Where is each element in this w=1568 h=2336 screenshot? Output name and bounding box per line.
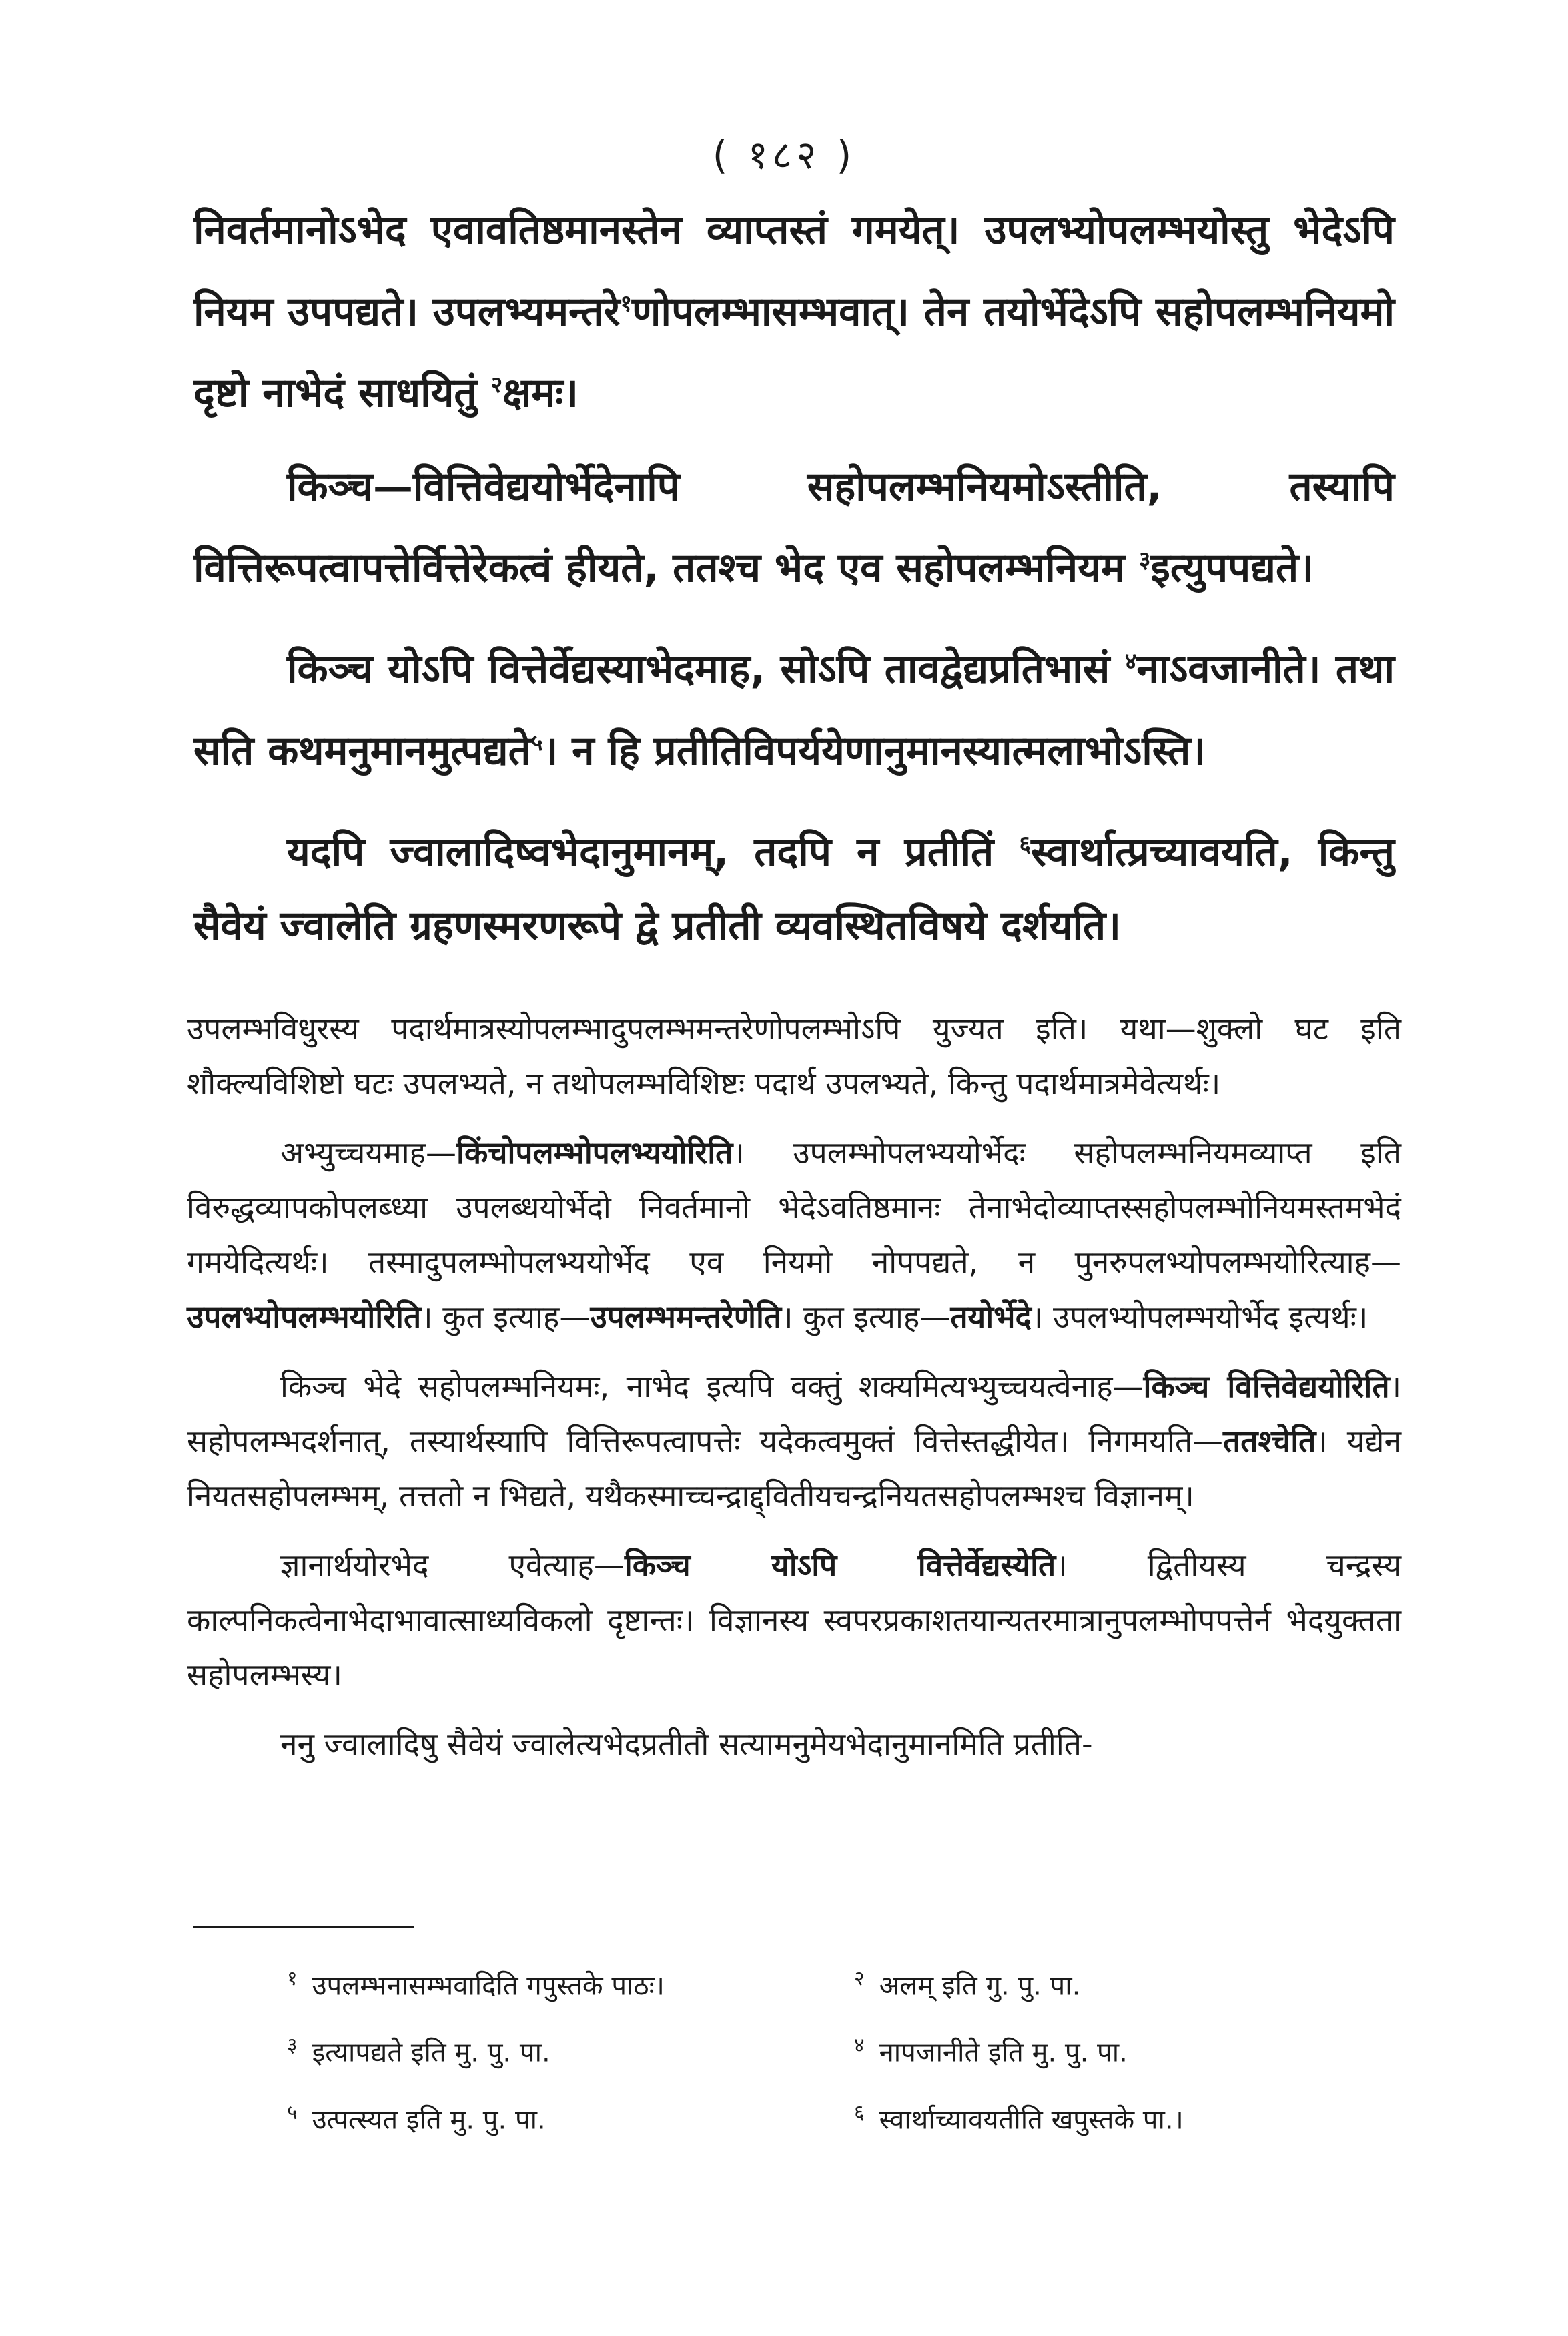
commentary-span: । सहोपलम्भदर्शनात्, तस्यार्थस्यापि वित्तिरूपत्वापत्तेः यदेकत्वमुक्तं वित्तेस्तद्धीयेत। निगमयति— [187, 1368, 1401, 1459]
commentary-paragraph-4 [187, 1538, 1401, 1702]
commentary-span: किञ्च भेदे सहोपलम्भनियमः, नाभेद इत्यपि वक्तुं शक्यमित्यभ्युच्चयत्वेनाह— [280, 1368, 1144, 1404]
footnote-4 [854, 2016, 1421, 2082]
main-text-span: यदपि ज्वालादिष्वभेदानुमानम्, तदपि न प्रतीतिं [287, 829, 994, 876]
main-text-span: किञ्च—वित्तिवेद्ययोर्भेदेनापि सहोपलम्भनियमोऽस्तीति, तस्यापि वित्तिरूपत्वापत्तेर्वित्तेरेकत्वं हीयते, ततश्च भेद एव सहोपलम्भनियम [193, 463, 1395, 591]
commentary-paragraph-3 [187, 1359, 1401, 1523]
footnote-text: उपलम्भनासम्भवादिति गपुस्तके पाठः। [312, 1970, 665, 2002]
footnote-text: उत्पत्स्यत इति मु. पु. पा. [312, 2104, 546, 2135]
commentary-paragraph-1: उपलम्भविधुरस्य पदार्थमात्रस्योपलम्भादुपलम्भमन्तरेणोपलम्भोऽपि युज्यत इति। यथा—शुक्लो घट इति शौक्ल्यविशिष्टो घटः उपलभ्यते, न तथोपलम्भविशिष्टः पदार्थ उपलभ्यते, किन्तु पदार्थमात्रमेवेत्यर्थः। [187, 1010, 1401, 1101]
main-text-span: किञ्च योऽपि वित्तेर्वेद्यस्याभेदमाह, सोऽपि तावद्वेद्यप्रतिभासं [287, 646, 1110, 693]
footnote-5 [287, 2083, 854, 2150]
footnote-number: १ [287, 1967, 298, 1990]
page-number: ( १८२ ) [712, 132, 856, 178]
footnote-text: इत्यापद्यते इति मु. पु. पा. [312, 2037, 550, 2068]
footnote-divider [193, 1926, 414, 1928]
main-text-span: । न हि प्रतीतिविपर्ययेणानुमानस्यात्मलाभोऽस्ति। [542, 727, 1206, 774]
footnote-number: ६ [854, 2100, 865, 2124]
pratika-keyword: तयोर्भेदे [950, 1299, 1032, 1335]
footnote-1 [287, 1949, 854, 2016]
main-text-span: स्वार्थात्प्रच्यावयति, किन्तु सैवेयं ज्वालेति ग्रहणस्मरणरूपे द्वे प्रतीती व्यवस्थितविषये दर्शयति। [193, 829, 1395, 949]
main-text-span: निवर्तमानोऽभेद एवावतिष्ठमानस्तेन व्याप्तस्तं गमयेत्। उपलभ्योपलम्भयोस्तु भेदेऽपि नियम उपपद्यते। उपलभ्यमन्तरे [193, 207, 1395, 335]
footnote-ref: २ [490, 372, 503, 398]
footnote-3 [287, 2016, 854, 2082]
main-paragraph-3 [193, 625, 1395, 788]
main-text-span: क्षमः। [502, 370, 578, 416]
footnote-2 [854, 1949, 1421, 2016]
commentary-span: । द्वितीयस्य चन्द्रस्य काल्पनिकत्वेनाभेदाभावात्साध्यविकलो दृष्टान्तः। विज्ञानस्य स्वपरप्रकाशतयान्यतरमात्रानुपलम्भोपपत्तेर्न भेदयुक्तता सहोपलम्भस्य। [187, 1547, 1401, 1693]
footnote-6 [854, 2083, 1421, 2150]
commentary-span: । यद्येन नियतसहोपलम्भम्, तत्ततो न भिद्यते, यथैकस्माच्चन्द्राद्द्वितीयचन्द्रनियतसहोपलम्भश्च विज्ञानम्। [187, 1423, 1402, 1514]
pratika-keyword: किञ्च योऽपि वित्तेर्वेद्यस्येति [624, 1547, 1056, 1583]
pratika-keyword: उपलभ्योपलम्भयोरिति [187, 1299, 422, 1335]
commentary-span: । कुत इत्याह— [781, 1299, 951, 1335]
main-paragraph-4 [193, 808, 1395, 962]
footnote-row [287, 2016, 1421, 2082]
main-text [193, 194, 1395, 982]
footnote-ref: ६ [1019, 831, 1032, 858]
footnote-text: नापजानीते इति मु. पु. पा. [879, 2037, 1128, 2068]
footnotes [287, 1949, 1421, 2150]
commentary-text [187, 1001, 1401, 1786]
main-paragraph-1 [193, 194, 1395, 430]
commentary-span: । कुत इत्याह— [421, 1299, 591, 1335]
commentary-span: अभ्युच्चयमाह— [280, 1135, 457, 1171]
main-text-span: नाऽवजानीते। तथा सति कथमनुमानमुत्पद्यते [193, 646, 1395, 774]
pratika-keyword: उपलम्भमन्तरेणेति [590, 1299, 782, 1335]
pratika-keyword: किंचोपलम्भोपलभ्ययोरिति [456, 1135, 733, 1171]
commentary-span: । उपलभ्योपलम्भयोर्भेद इत्यर्थः। [1031, 1299, 1368, 1335]
footnote-number: २ [854, 1967, 865, 1990]
pratika-keyword: किञ्च वित्तिवेद्ययोरिति [1143, 1368, 1390, 1404]
main-text-span: इत्युपपद्यते। [1150, 545, 1314, 591]
footnote-ref: ४ [1124, 648, 1137, 675]
commentary-span: ज्ञानार्थयोरभेद एवेत्याह— [280, 1547, 625, 1583]
footnote-number: ४ [854, 2034, 865, 2058]
pratika-keyword: ततश्चेति [1223, 1423, 1316, 1459]
footnote-ref: ५ [530, 729, 543, 756]
commentary-paragraph-5: ननु ज्वालादिषु सैवेयं ज्वालेत्यभेदप्रतीतौ सत्यामनुमेयभेदानुमानमिति प्रतीति- [280, 1726, 1093, 1762]
footnote-number: ५ [287, 2100, 298, 2124]
footnote-ref: १ [620, 290, 633, 317]
footnote-row [287, 2083, 1421, 2150]
main-paragraph-2 [193, 450, 1395, 605]
footnote-row [287, 1949, 1421, 2016]
commentary-span: । उपलम्भोपलभ्ययोर्भेदः सहोपलम्भनियमव्याप्त इति विरुद्धव्यापकोपलब्ध्या उपलब्धयोर्भेदो निवर्तमानो भेदेऽवतिष्ठमानः तेनाभेदोव्याप्तस्सहोपलम्भोनियमस्तमभेदं गमयेदित्यर्थः। तस्मादुपलम्भोपलभ्ययोर्भेद एव नियमो नोपपद्यते, न पुनरुपलभ्योपलम्भयोरित्याह— [187, 1135, 1401, 1280]
footnote-ref: ३ [1138, 547, 1151, 573]
footnote-number: ३ [287, 2034, 298, 2058]
footnote-text: अलम् इति गु. पु. पा. [879, 1970, 1081, 2002]
commentary-paragraph-2 [187, 1125, 1401, 1344]
footnote-text: स्वार्थाच्यावयतीति खपुस्तके पा.। [879, 2104, 1184, 2135]
main-text-span: णोपलम्भासम्भवात्। तेन तयोर्भेदेऽपि सहोपलम्भनियमो दृष्टो नाभेदं साधयितुं [193, 288, 1395, 416]
